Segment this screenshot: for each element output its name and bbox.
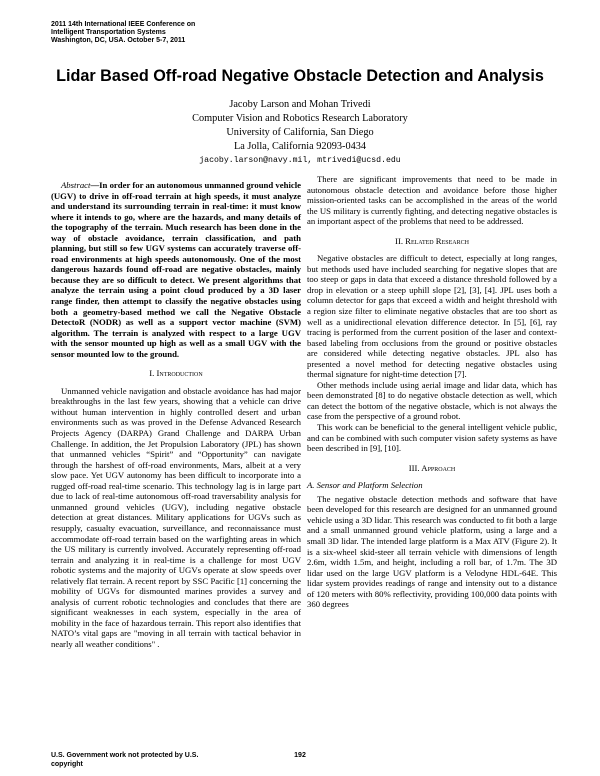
conference-line-3: Washington, DC, USA. October 5-7, 2011 xyxy=(51,37,186,45)
copyright-line-2: copyright xyxy=(51,760,83,768)
intro-paragraph-2: There are significant improvements that need to be made in autonomous obstacle detection and avoidance before those higher mission-oriented tasks can be accomplished in the areas of the world the US military is currently fighting, and detecting negative obstacles is an important aspect of the problems that need to be addressed. xyxy=(307,174,557,227)
subsection-heading-sensor-platform: A. Sensor and Platform Selection xyxy=(307,480,423,491)
related-paragraph-3: This work can be beneficial to the general intelligent vehicle public, and can be combined with such computer vision safety systems as have been described in [9], [10]. xyxy=(307,422,557,454)
section-heading-introduction: I. Introduction xyxy=(149,368,203,379)
conference-line-1: 2011 14th International IEEE Conference on xyxy=(51,21,196,28)
copyright-notice xyxy=(51,752,281,769)
abstract-dash: — xyxy=(90,180,100,190)
intro-paragraph-1: Unmanned vehicle navigation and obstacle avoidance has had major breakthroughs in the last few years, showing that a vehicle can drive without human intervention in highly controlled desert and urban environments such as was proved in the Defense Advanced Research Projects Agency (DARPA) Grand Challenge and DARPA Urban Challenge. In addition, the Jet Propulsion Laboratory (JPL) has shown that unmanned vehicles “Spirit” and “Opportunity” can navigate through the harshest of off-road environments, Mars, albeit at a very slow pace. Yet UGV autonomy has been difficult to incorporate into a rugged off-road real-time scenario. This technology lag is in large part due to lack of real-time autonomous off-road traversability analysis for unmanned ground vehicles (UGV), including negative obstacle detection at great distances. Military applications for UGVs such as resupply, casualty evacuation, surveillance, and reconnaissance must accommodate off-road terrain based on the warfighting areas in which the US military is currently involved. Accurately representing off-road terrain and analyzing it in real-time is a challenge for most UGV robotic systems and the majority of UGVs operate at slow speeds over relatively flat terrain. A recent report by SSC Pacific [1] concerning the mobility of UGVs for dismounted marines provides a survey and analysis of current robotic technologies and concludes that there are significant weaknesses in each system, especially in the area of mobility in the face of hazardous terrain. This report also identifies that NATO’s vital gaps are "moving in all terrain with tactical behavior in nearly all weather conditions" . xyxy=(51,385,301,649)
author-lab: Computer Vision and Robotics Research Laboratory xyxy=(192,113,408,124)
paper-title: Lidar Based Off-road Negative Obstacle Detection and Analysis xyxy=(56,67,544,85)
conference-header xyxy=(51,21,351,46)
author-emails: jacoby.larson@navy.mil, mtrivedi@ucsd.edu xyxy=(199,156,401,165)
abstract-text: In order for an autonomous unmanned ground vehicle (UGV) to drive in off-road terrain at high speeds, it must analyze and understand its surrounding terrain in real-time: it must know where it intends to go, where are the hazards, and many details of the topography of the terrain. Much research has been done in the way of obstacle avoidance, terrain classification, and path planning, but still so few UGV systems can accurately traverse off-road environments at high speeds autonomously. One of the most dangerous hazards found off-road are negative obstacles, mainly because they are so difficult to detect. We present algorithms that analyze the terrain using a point cloud produced by a 3D laser range finder, then attempt to classify the negative obstacles using both a geometry-based method we call the Negative Obstacle DetectoR (NODR) as well as a support vector machine (SVM) algorithm. The terrain is analyzed with respect to a large UGV with the sensor mounted up high as well as a small UGV with the sensor mounted low to the ground. xyxy=(51,180,301,359)
abstract-paragraph xyxy=(51,180,301,359)
author-city: La Jolla, California 92093-0434 xyxy=(233,141,367,152)
author-names: Jacoby Larson and Mohan Trivedi xyxy=(229,99,371,110)
author-block xyxy=(70,98,530,167)
related-paragraph-2: Other methods include using aerial image and lidar data, which has been demonstrated [8] to do negative obstacle detection as well, which can detect the bottom of the negative obstacle, which is not always the case from the perspective of a ground robot. xyxy=(307,379,557,422)
section-heading-related-research: II. Related Research xyxy=(395,235,469,246)
page-number: 192 xyxy=(294,752,306,759)
copyright-line-1: U.S. Government work not protected by U.S. xyxy=(51,752,199,759)
author-university: University of California, San Diego xyxy=(226,127,374,138)
approach-paragraph-1: The negative obstacle detection methods and software that have been developed for this research are designed for an unmanned ground vehicle using a 3D lidar. This research was conducted to fit both a large and a small unmanned ground vehicle platform, using a large and a small 3D lidar. The intended large platform is a Max ATV (Figure 2). It is a six-wheel skid-steer all terrain vehicle with dimensions of length 2.6m, width 1.5m, and height, including a roll bar, of 1.7m. The 3D lidar used on the large UGV platform is a Velodyne HDL-64E. This lidar system provides readings of range and intensity out to a distance of 120 meters with 80% reflectivity, providing 100,000 data points with 360 degrees xyxy=(307,493,557,610)
related-paragraph-1: Negative obstacles are difficult to detect, especially at long ranges, but methods used have included searching for negative slopes that are too steep or gaps in data that exceed a distance threshold followed by a drop in elevation or a steep uphill slope [2], [3], [4]. JPL uses both a column detector for gaps that exceed a width and height threshold with a region size filter to eliminate negative obstacles that are too short as well as a unidirectional elevation difference detector. In [5], [6], ray tracing is performed from the current position of the laser and context-based labeling from occlusions from the ground or positive obstacles are considered while detecting negative obstacles. JPL also has presented a novel method for detecting negative obstacles using thermal signature for night-time detection [7]. xyxy=(307,253,557,380)
abstract-label: Abstract xyxy=(61,180,91,190)
right-column xyxy=(307,174,557,610)
section-heading-approach: III. Approach xyxy=(408,462,456,473)
left-column xyxy=(51,180,301,650)
conference-line-2: Intelligent Transportation Systems xyxy=(51,29,166,37)
